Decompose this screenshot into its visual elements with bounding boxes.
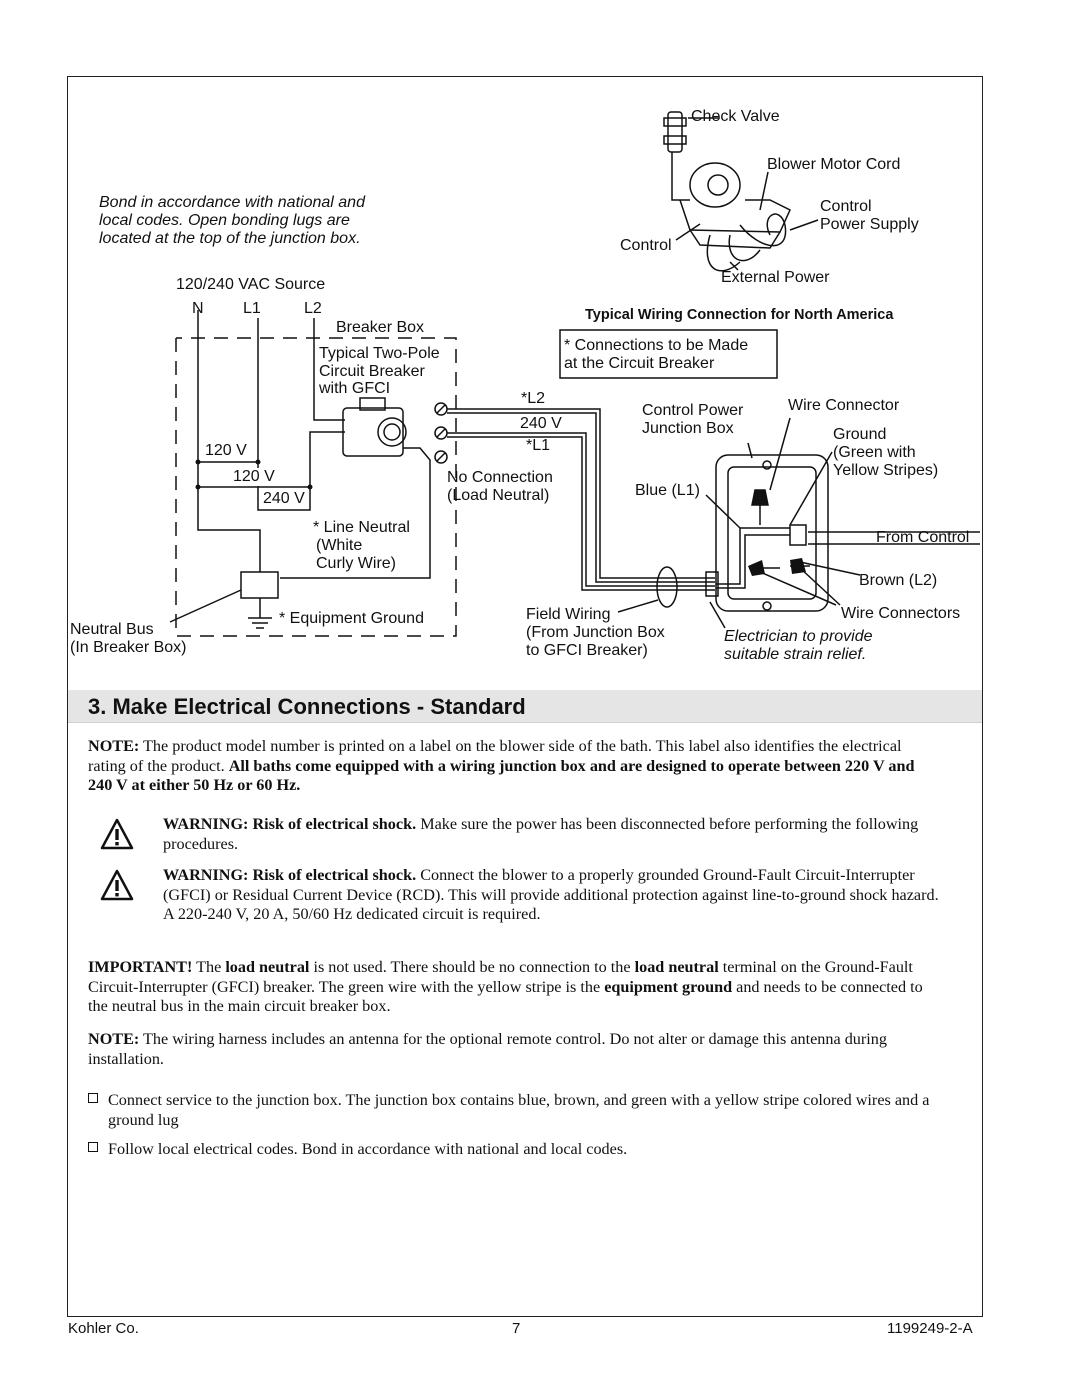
control-power-jb-line-1: Control Power [642,402,744,419]
important-bold: load neutral [634,958,719,976]
l2-star-label: *L2 [521,390,546,407]
list-item-text: Connect service to the junction box. The junction box contains blue, brown, and green with a yellow stripe colored wires and a ground lug [108,1091,930,1129]
wire-connector-label: Wire Connector [788,397,900,414]
typical-two-pole-line-1: Typical Two-Pole [319,345,440,362]
important-bold: load neutral [225,958,310,976]
typical-two-pole-line-2: Circuit Breaker [319,363,425,380]
note-paragraph-2 [88,1030,938,1069]
ground-line-3: Yellow Stripes) [833,462,939,479]
voltage-240-a: 240 V [263,490,305,507]
warning-triangle-icon [100,818,134,850]
wire-connectors-label: Wire Connectors [841,605,961,622]
bond-note-line-1: Bond in accordance with national and [99,194,365,211]
l1-label: L1 [243,300,261,317]
voltage-120-a: 120 V [205,442,247,459]
electrician-line-1: Electrician to provide [724,628,873,645]
warning-triangle-icon [100,869,134,901]
line-neutral-line-2: (White [316,537,363,554]
voltage-240-b: 240 V [520,415,562,432]
line-neutral-line-3: Curly Wire) [316,555,396,572]
footer-page-number: 7 [512,1320,521,1337]
important-text: The [192,958,226,976]
list-item-text: Follow local electrical codes. Bond in accordance with national and local codes. [108,1140,628,1158]
footer-document-number: 1199249-2-A [887,1320,973,1337]
electrician-line-2: suitable strain relief. [724,646,867,663]
section-title: 3. Make Electrical Connections - Standard [88,694,526,719]
note-paragraph-1 [88,737,938,796]
equipment-ground-label: * Equipment Ground [279,610,424,627]
checkbox-square-icon [88,1142,98,1152]
warning-text: Make sure the power has been disconnected before performing the following procedures. [163,815,919,853]
field-wiring-line-3: to GFCI Breaker) [526,642,648,659]
important-text: and needs to be connected to the neutral bus in the main circuit breaker box. [88,977,923,1015]
important-text: is not used. There should be no connection to the [309,958,635,976]
note-text: The product model number is printed on a label on the blower side of the bath. This label also identifies the electrical rating of the product. [88,737,902,775]
voltage-120-b: 120 V [233,468,275,485]
typical-two-pole-line-3: with GFCI [319,380,391,397]
from-control-label: From Control [876,529,970,546]
section-heading-bar [68,690,982,723]
important-paragraph [88,958,938,1017]
neutral-bus-line-1: Neutral Bus [70,621,154,638]
field-wiring-line-2: (From Junction Box [526,624,665,641]
ground-line-1: Ground [833,426,887,443]
control-power-supply-label-2: Power Supply [820,216,919,233]
warning-lead: WARNING: Risk of electrical shock. [163,815,417,833]
brown-l2-label: Brown (L2) [859,572,938,589]
warning-text: Connect the blower to a properly grounded Ground-Fault Circuit-Interrupter (GFCI) or Residual Current Device (RCD). This will provide additional protection against line-to-ground shock hazard. A 220-240 V, 20 A, 50/60 Hz dedicated circuit is required. [163,866,939,923]
important-text: terminal on the Ground-Fault Circuit-Interrupter (GFCI) breaker. The green wire with the yellow stripe is the [88,958,913,996]
connections-box-line-1: * Connections to be Made [564,337,749,354]
note-lead: NOTE: [88,737,140,755]
important-lead: IMPORTANT! [88,958,193,976]
l1-star-label: *L1 [526,437,551,454]
connections-box-line-2: at the Circuit Breaker [564,355,715,372]
ground-line-2: (Green with [833,444,916,461]
control-power-supply-label-1: Control [820,198,872,215]
diagram-caption: Typical Wiring Connection for North America [585,307,894,323]
important-bold: equipment ground [604,977,733,996]
warning-lead: WARNING: Risk of electrical shock. [163,866,417,884]
list-item [88,1091,938,1131]
blue-l1-label: Blue (L1) [635,482,700,499]
checkbox-square-icon [88,1093,98,1103]
bond-note-line-2: local codes. Open bonding lugs are [99,212,350,229]
no-connection-line-2: (Load Neutral) [447,487,550,504]
control-label: Control [620,237,672,254]
warning-paragraph-1 [163,815,943,854]
note-lead: NOTE: [88,1030,140,1048]
footer-company: Kohler Co. [68,1320,139,1337]
blower-motor-cord-label: Blower Motor Cord [767,156,901,173]
vac-source-label: 120/240 VAC Source [176,276,326,293]
note-text: The wiring harness includes an antenna for the optional remote control. Do not alter or damage this antenna during installation. [88,1030,887,1068]
l2-label: L2 [304,300,322,317]
check-valve-label: Check Valve [691,108,780,125]
field-wiring-line-1: Field Wiring [526,606,611,623]
bond-note-line-3: located at the top of the junction box. [99,230,361,247]
list-item [88,1140,938,1160]
neutral-bus-line-2: (In Breaker Box) [70,639,187,656]
breaker-box-label: Breaker Box [336,319,425,336]
line-neutral-line-1: * Line Neutral [313,519,410,536]
warning-paragraph-2 [163,866,943,925]
no-connection-line-1: No Connection [447,469,553,486]
n-label: N [192,300,204,317]
control-power-jb-line-2: Junction Box [642,420,734,437]
external-power-label: External Power [721,269,830,286]
note-bold-text: All baths come equipped with a wiring junction box and are designed to operate between 220 V and 240 V at either 50 Hz or 60 Hz. [88,756,915,794]
